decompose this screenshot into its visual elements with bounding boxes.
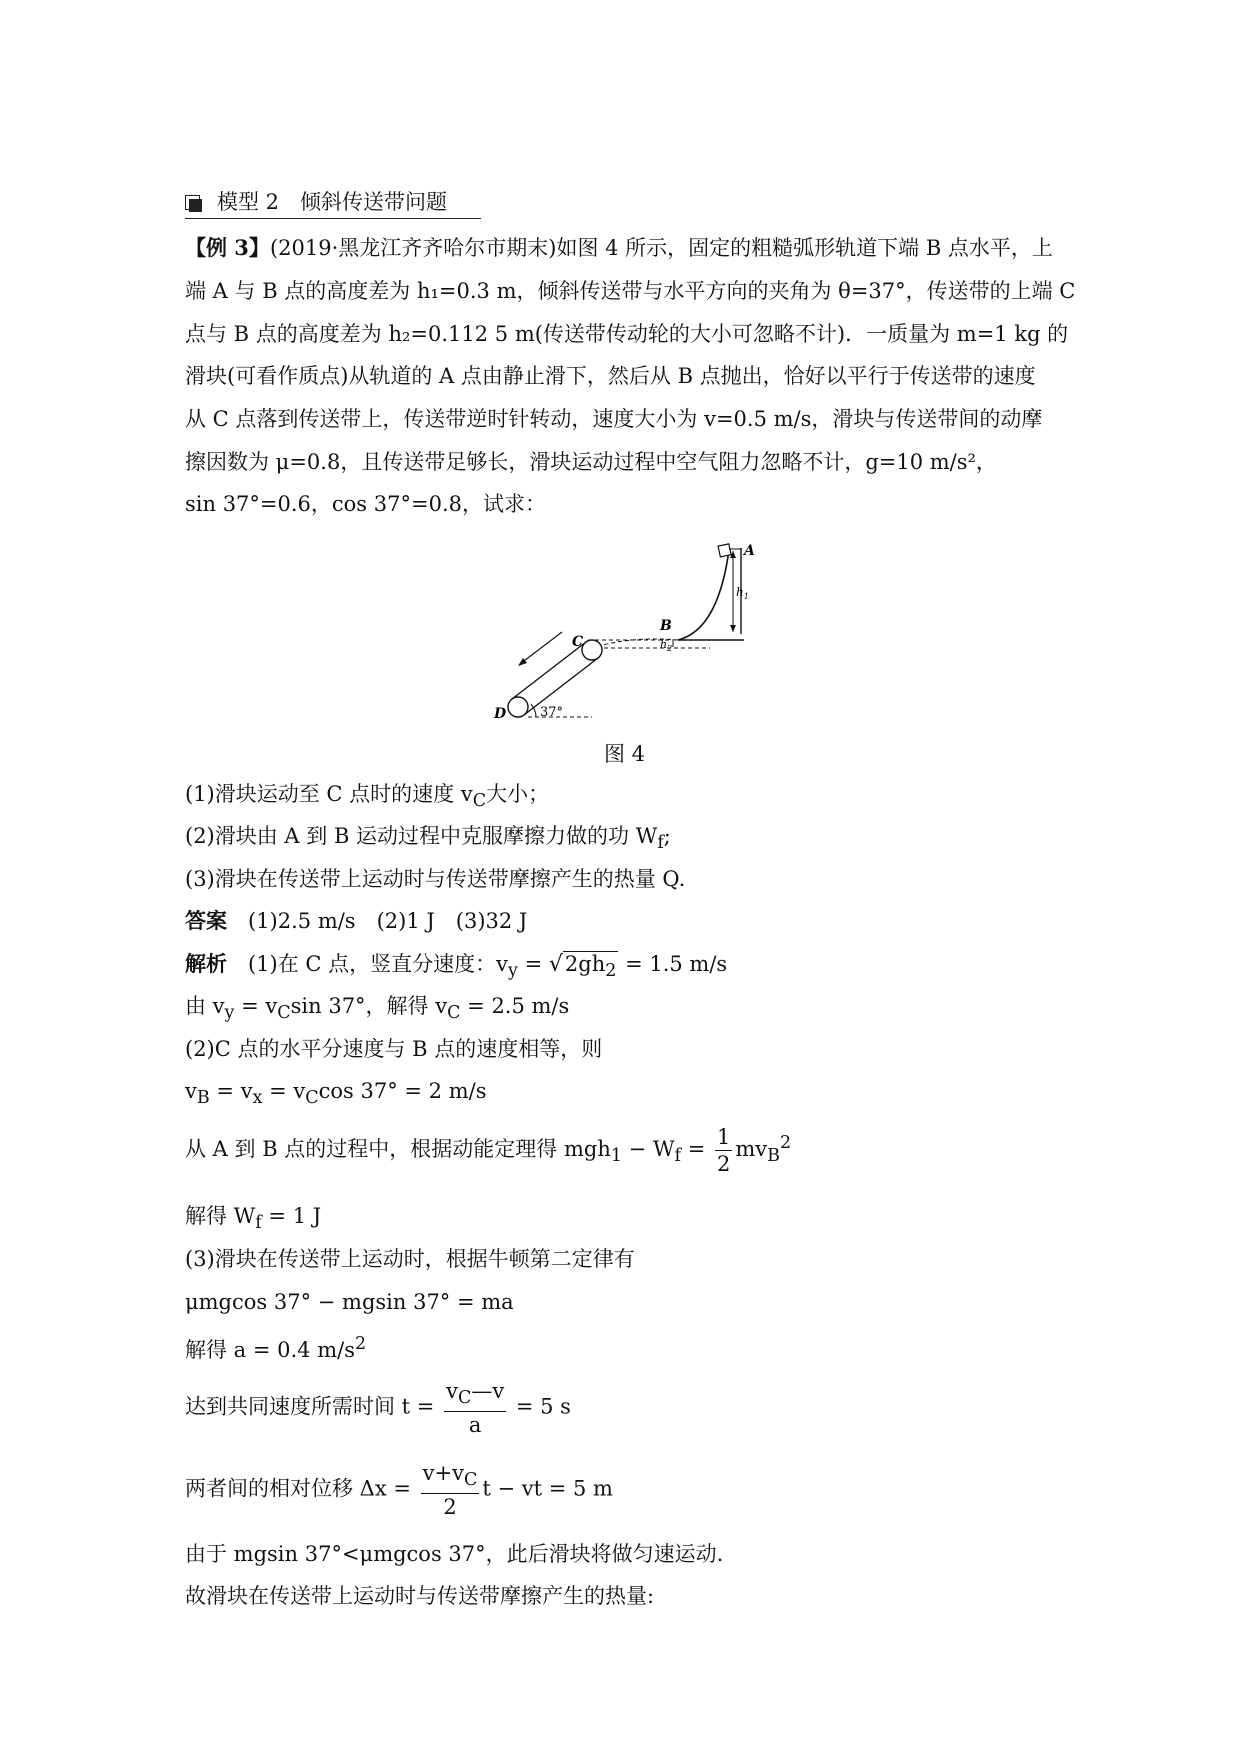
analysis-line-1: 解析 (1)在 C 点，竖直分速度：$v_y = √2gh_2 = 1.5$ m/s [185, 951, 728, 982]
example-line-7: sin 37°=0.6，cos 37°=0.8，试求： [185, 492, 546, 516]
belt-direction-arrow [520, 632, 562, 664]
example-line-5: 从 C 点落到传送带上，传送带逆时针转动，速度大小为 v=0.5 m/s，滑块与传送带间的动摩 [185, 407, 1043, 431]
label-angle: 37° [540, 705, 564, 720]
section-title: 模型 2 倾斜传送带问题 [217, 190, 448, 214]
slider-block [718, 544, 731, 557]
label-D: D [494, 706, 507, 722]
answer-line [185, 907, 527, 935]
analysis-line-2: 由 $v_y = v_C\sin$ 37°，解得 $v_C = 2.5$ m/s [185, 994, 570, 1024]
example-line-3: 点与 B 点的高度差为 h₂=0.112 5 m(传送带传动轮的大小可忽略不计)．一质量为 m=1 kg 的 [185, 322, 1069, 346]
analysis-line-4: $v_B = v_x = v_C\cos$ 37° = 2 m/s [185, 1079, 487, 1109]
analysis-line-10: 达到共同速度所需时间 t = $\frac{v_C—v}{a}$ = 5 s [185, 1379, 571, 1438]
example-line-1 [185, 234, 1053, 262]
label-B: B [660, 618, 672, 634]
analysis-label: 解析 [185, 951, 227, 976]
answer-label: 答案 [185, 908, 227, 933]
question-3: (3)滑块在传送带上运动时与传送带摩擦产生的热量 Q. [185, 867, 686, 891]
arc-track [678, 550, 729, 640]
analysis-line-13: 故滑块在传送带上运动时与传送带摩擦产生的热量: [185, 1584, 655, 1608]
figure-caption: 图 4 [604, 742, 646, 766]
section-square-icon [185, 195, 201, 211]
label-h1: $h_1$ [736, 585, 749, 601]
label-h2: $h_2$ [660, 638, 673, 653]
analysis-line-11: 两者间的相对位移 Δx = $\frac{v+v_C}{2}$ t − vt = 5 m [185, 1461, 613, 1520]
analysis-line-5: 从 A 到 B 点的过程中，根据动能定理得 $mgh_1 - W_f$ = $\frac{1}{2}$ $mv_B^2$ [185, 1125, 792, 1176]
example-tag: 【例 3】 [185, 235, 270, 260]
example-line-2: 端 A 与 B 点的高度差为 h₁=0.3 m，倾斜传送带与水平方向的夹角为 θ=37°，传送带的上端 C [185, 279, 1076, 303]
example-line-6: 擦因数为 μ=0.8，且传送带足够长，滑块运动过程中空气阻力忽略不计，g=10 m/s²， [185, 450, 997, 474]
label-A: A [744, 543, 755, 559]
analysis-line-9: 解得 a = 0.4 $m/s^2$ [185, 1334, 367, 1362]
analysis-line-8: μmgcos 37° − mgsin 37° = ma [185, 1290, 514, 1314]
analysis-line-7: (3)滑块在传送带上运动时，根据牛顿第二定律有 [185, 1247, 635, 1271]
example-line-4: 滑块(可看作质点)从轨道的 A 点由静止滑下，然后从 B 点抛出，恰好以平行于传送带的速度 [185, 364, 1036, 388]
example-text-1: (2019·黑龙江齐齐哈尔市期末)如图 4 所示，固定的粗糙弧形轨道下端 B 点水平，上 [269, 236, 1053, 260]
answer-text: (1)2.5 m/s (2)1 J (3)32 J [248, 909, 528, 933]
analysis-line-12: 由于 mgsin 37°<μmgcos 37°，此后滑块将做匀速运动. [185, 1542, 724, 1566]
section-heading [185, 188, 481, 219]
question-1: (1)滑块运动至 C 点时的速度 $v_C$大小； [185, 782, 550, 812]
analysis-line-3: (2)C 点的水平分速度与 B 点的速度相等，则 [185, 1037, 603, 1061]
label-C: C [572, 634, 584, 650]
figure-4-diagram [480, 528, 780, 728]
analysis-line-6: 解得 $W_f = 1$ J [185, 1204, 322, 1234]
question-2: (2)滑块由 A 到 B 运动过程中克服摩擦力做的功 $W_f$; [185, 824, 671, 854]
